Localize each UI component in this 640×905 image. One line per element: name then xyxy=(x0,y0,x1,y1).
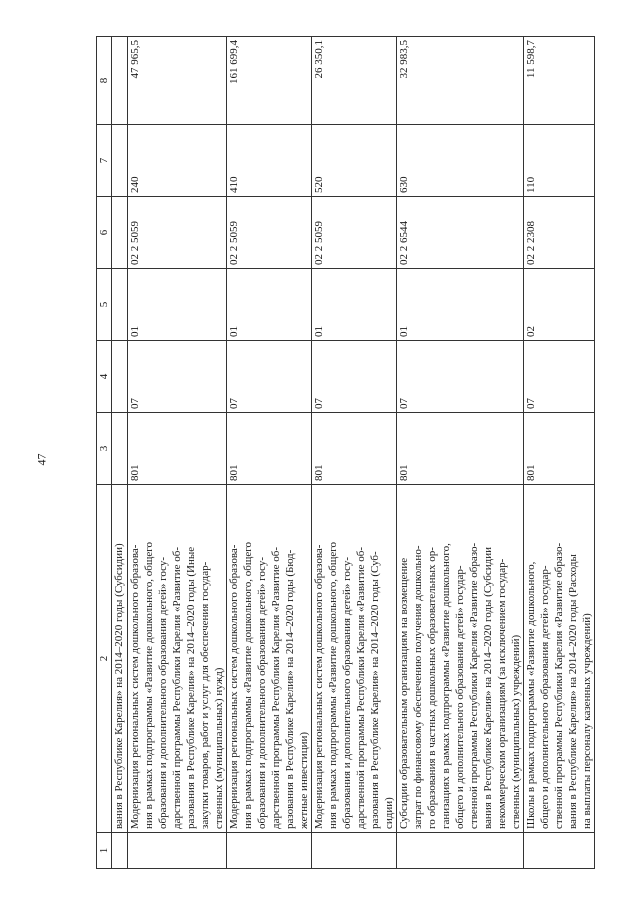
header-col-7: 7 xyxy=(97,125,112,197)
cell-col1 xyxy=(112,833,128,869)
header-col-2: 2 xyxy=(97,485,112,833)
cell-amount: 11 598,7 xyxy=(524,37,595,125)
table-row xyxy=(128,37,227,869)
cell-name: Модернизация региональных систем дошкольного образова- ния в рамках подпрограммы «Развитие дошкольного, общего образования и дополнительного образования детей» госу- дарственной программы Республики Карелия «Развитие об- разования в Республике Карелия» на 2014–2020 годы (Суб- сидии) xyxy=(312,485,397,833)
cell-c7: 240 xyxy=(128,125,227,197)
header-col-3: 3 xyxy=(97,413,112,485)
cell-c3: 801 xyxy=(312,413,397,485)
cell-c6: 02 2 5059 xyxy=(227,197,312,269)
cell-c7: 630 xyxy=(397,125,524,197)
cell-c7: 410 xyxy=(227,125,312,197)
budget-table xyxy=(96,36,595,869)
header-col-1: 1 xyxy=(97,833,112,869)
cell-c6 xyxy=(112,197,128,269)
cell-amount xyxy=(112,37,128,125)
cell-c4: 07 xyxy=(227,341,312,413)
header-col-6: 6 xyxy=(97,197,112,269)
cell-amount: 32 983,5 xyxy=(397,37,524,125)
cell-col1 xyxy=(128,833,227,869)
cell-name: вания в Республике Карелия» на 2014–2020 годы (Субсидии) xyxy=(112,485,128,833)
cell-amount: 47 965,5 xyxy=(128,37,227,125)
table-header-row xyxy=(97,37,112,869)
cell-c5: 02 xyxy=(524,269,595,341)
cell-c6: 02 2 5059 xyxy=(312,197,397,269)
cell-c4 xyxy=(112,341,128,413)
cell-c3 xyxy=(112,413,128,485)
cell-c6: 02 2 6544 xyxy=(397,197,524,269)
cell-c4: 07 xyxy=(397,341,524,413)
table-row xyxy=(397,37,524,869)
table-row xyxy=(227,37,312,869)
cell-amount: 26 350,1 xyxy=(312,37,397,125)
cell-c5: 01 xyxy=(397,269,524,341)
cell-c6: 02 2 5059 xyxy=(128,197,227,269)
table-row xyxy=(112,37,128,869)
table-row xyxy=(312,37,397,869)
table-row xyxy=(524,37,595,869)
cell-c7 xyxy=(112,125,128,197)
header-col-8: 8 xyxy=(97,37,112,125)
cell-c7: 110 xyxy=(524,125,595,197)
cell-c3: 801 xyxy=(397,413,524,485)
cell-c4: 07 xyxy=(128,341,227,413)
cell-name: Модернизация региональных систем дошкольного образова- ния в рамках подпрограммы «Развитие дошкольного, общего образования и дополнительного образования детей» госу- дарственной программы Республики Карелия «Развитие об- разования в Республике Карелия» на 2014–2020 годы (Бюд- жетные инвестиции) xyxy=(227,485,312,833)
cell-name: Школы в рамках подпрограммы «Развитие дошкольного, общего и дополнительного образования детей» государ- ственной программы Республики Карелия «Развитие образо- вания в Республике Карелия» на 2014–2020 годы (Расходы на выплаты персоналу казенных учреждений) xyxy=(524,485,595,833)
cell-amount: 161 699,4 xyxy=(227,37,312,125)
cell-col1 xyxy=(227,833,312,869)
cell-c5: 01 xyxy=(227,269,312,341)
header-col-5: 5 xyxy=(97,269,112,341)
cell-c3: 801 xyxy=(128,413,227,485)
page-number: 47 xyxy=(34,453,49,466)
cell-c7: 520 xyxy=(312,125,397,197)
cell-name: Модернизация региональных систем дошкольного образова- ния в рамках подпрограммы «Развитие дошкольного, общего образования и дополнительного образования детей» госу- дарственной программы Республики Карелия «Развитие об- разования в Республике Карелия» на 2014–2020 годы (Иные закупки товаров, работ и услуг для обеспечения государ- ственных (муниципальных) нужд) xyxy=(128,485,227,833)
cell-col1 xyxy=(312,833,397,869)
cell-col1 xyxy=(397,833,524,869)
header-col-4: 4 xyxy=(97,341,112,413)
cell-c5 xyxy=(112,269,128,341)
cell-c3: 801 xyxy=(227,413,312,485)
cell-c4: 07 xyxy=(524,341,595,413)
cell-c3: 801 xyxy=(524,413,595,485)
cell-name: Субсидии образовательным организациям на возмещение затрат по финансовому обеспечению получения дошкольно- го образования в частных дошкольных образовательных ор- ганизациях в рамках подпрограммы «Развитие дошкольного, общего и дополнительного образования детей» государ- ственной программы Республики Карелия «Развитие образо- вания в Республике Карелия» на 2014–2020 годы (Субсидии некоммерческим организациям (за исключением государ- ственных (муниципальных) учреждений) xyxy=(397,485,524,833)
cell-c4: 07 xyxy=(312,341,397,413)
cell-col1 xyxy=(524,833,595,869)
cell-c5: 01 xyxy=(128,269,227,341)
budget-table-sheet xyxy=(96,37,604,869)
cell-c5: 01 xyxy=(312,269,397,341)
cell-c6: 02 2 2308 xyxy=(524,197,595,269)
